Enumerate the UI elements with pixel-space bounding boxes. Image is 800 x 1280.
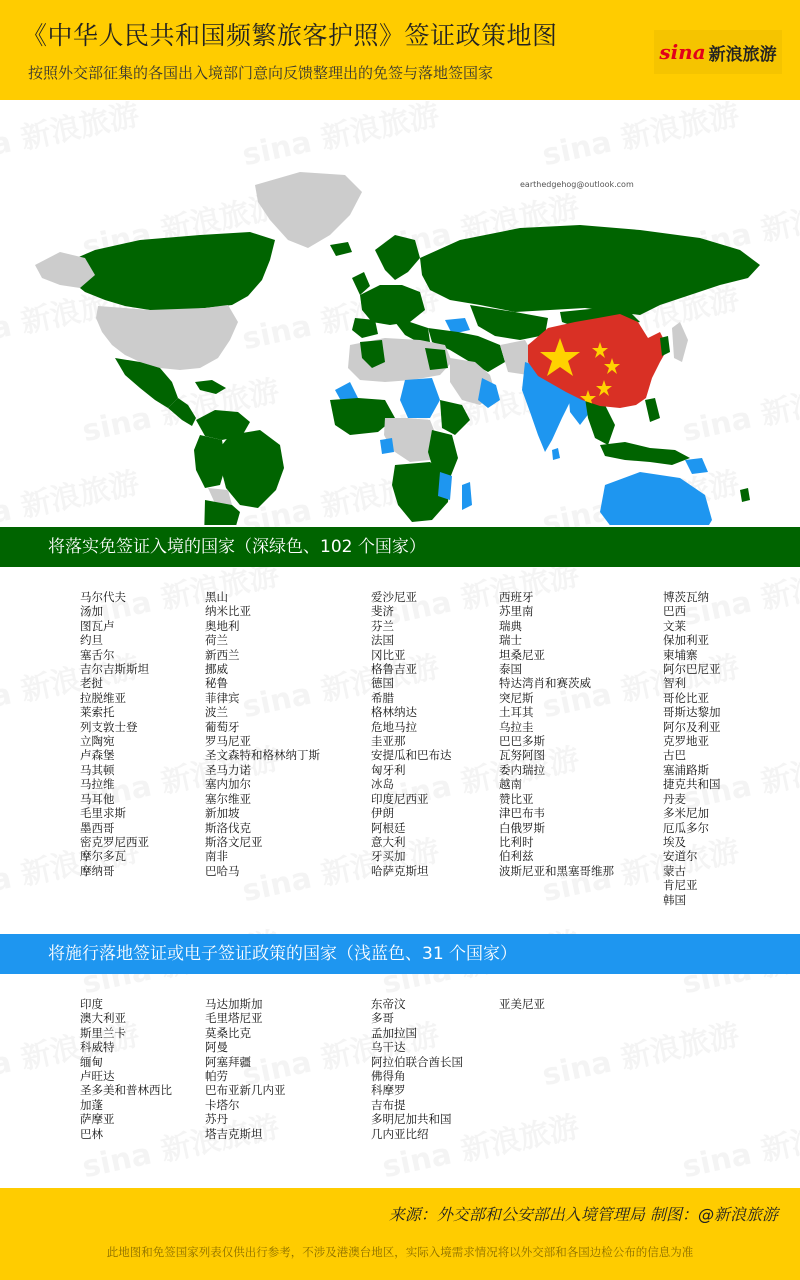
country-name: 葡萄牙 — [205, 719, 240, 734]
country-name: 苏里南 — [499, 604, 534, 619]
sudan-chad — [400, 378, 440, 418]
country-name: 阿尔巴尼亚 — [663, 662, 721, 677]
country-name: 伯利兹 — [499, 849, 534, 864]
watermark-text — [538, 1010, 743, 1095]
country-name: 德国 — [371, 676, 394, 691]
country-name: 安提瓜和巴布达 — [371, 748, 452, 763]
peru-bolivia — [194, 435, 226, 488]
country-name: 几内亚比绍 — [371, 1126, 429, 1141]
country-name: 安道尔 — [663, 849, 698, 864]
greenland — [255, 172, 362, 248]
map-credit: earthedgehog@outlook.com — [520, 180, 634, 189]
country-name: 马达加斯加 — [205, 997, 263, 1011]
country-name: 捷克共和国 — [663, 777, 721, 792]
country-name: 危地马拉 — [371, 719, 417, 734]
country-name: 毛里塔尼亚 — [205, 1011, 263, 1026]
country-name: 牙买加 — [371, 849, 406, 864]
country-name: 乌干达 — [371, 1040, 406, 1055]
country-name: 卢森堡 — [80, 748, 115, 763]
country-name: 汤加 — [80, 604, 103, 619]
country-name: 巴巴多斯 — [499, 734, 545, 749]
country-name: 乌拉圭 — [499, 719, 534, 734]
country-name: 印度尼西亚 — [371, 791, 429, 806]
country-name: 智利 — [663, 676, 686, 691]
country-name: 印度 — [80, 997, 103, 1011]
page-subtitle: 按照外交部征集的各国出入境部门意向反馈整理出的免签与落地签国家 — [28, 64, 494, 82]
indonesia — [600, 442, 690, 465]
world-map — [0, 100, 800, 525]
western-europe — [360, 285, 425, 325]
country-name: 立陶宛 — [80, 734, 115, 749]
country-name: 塔吉克斯坦 — [205, 1126, 263, 1141]
country-name: 波兰 — [205, 705, 228, 720]
country-name: 马其顿 — [80, 762, 115, 777]
sri-lanka — [552, 448, 560, 460]
japan — [672, 322, 688, 362]
pacific-islands — [740, 488, 750, 502]
visa-on-arrival-column-1 — [80, 997, 172, 1141]
page-title: 《中华人民共和国频繁旅客护照》签证政策地图 — [22, 21, 558, 50]
country-name: 拉脱维亚 — [80, 690, 126, 705]
philippines — [645, 398, 660, 422]
country-name: 格林纳达 — [371, 705, 417, 720]
country-name: 苏丹 — [205, 1112, 228, 1127]
country-name: 巴西 — [663, 604, 686, 619]
mozambique — [438, 472, 452, 500]
country-name: 莱索托 — [80, 705, 115, 720]
country-name: 多米尼加 — [663, 806, 709, 821]
country-name: 哈萨克斯坦 — [371, 863, 429, 878]
country-name: 匈牙利 — [371, 762, 406, 777]
country-name: 斯里兰卡 — [80, 1025, 126, 1040]
country-name: 哥伦比亚 — [663, 690, 709, 705]
country-name: 巴哈马 — [205, 863, 240, 878]
papua-new-guinea — [685, 458, 708, 474]
country-name: 秘鲁 — [205, 676, 228, 691]
country-name: 马拉维 — [80, 777, 115, 792]
country-name: 列支敦士登 — [80, 719, 138, 734]
country-name: 毛里求斯 — [80, 806, 126, 821]
country-name: 阿塞拜疆 — [205, 1054, 251, 1069]
iberia — [352, 318, 378, 338]
visa-on-arrival-heading: 将施行落地签证或电子签证政策的国家（浅蓝色、31 个国家） — [0, 934, 800, 974]
country-name: 吉布提 — [371, 1097, 406, 1112]
country-name: 古巴 — [663, 748, 686, 763]
country-name: 科摩罗 — [371, 1083, 406, 1098]
russia — [420, 225, 760, 315]
country-name: 希腊 — [371, 690, 394, 705]
country-name: 比利时 — [499, 834, 534, 849]
disclaimer: 此地图和免签国家列表仅供出行参考，不涉及港澳台地区，实际入境需求情况将以外交部和各国边检公布的信息为准 — [106, 1245, 694, 1259]
country-name: 摩尔多瓦 — [80, 849, 126, 864]
country-name: 哥斯达黎加 — [663, 705, 721, 720]
iceland — [330, 242, 352, 256]
visa-on-arrival-column-2 — [205, 997, 286, 1141]
country-name: 菲律宾 — [205, 690, 240, 705]
visa-free-column-5 — [663, 590, 721, 907]
country-name: 巴布亚新几内亚 — [205, 1083, 286, 1098]
country-name: 肯尼亚 — [663, 878, 698, 893]
country-name: 亚美尼亚 — [499, 997, 545, 1011]
country-name: 瑞士 — [499, 633, 522, 648]
country-name: 澳大利亚 — [80, 1011, 126, 1026]
visa-free-column-3 — [371, 590, 452, 878]
country-name: 挪威 — [205, 662, 228, 677]
country-name: 特达湾肖和赛茨威 — [499, 676, 591, 691]
country-name: 巴林 — [80, 1126, 103, 1141]
country-name: 阿拉伯联合酋长国 — [371, 1054, 463, 1069]
country-name: 南非 — [205, 849, 228, 864]
country-name: 荷兰 — [205, 633, 228, 648]
country-name: 蒙古 — [663, 863, 686, 878]
country-name: 斯洛伐克 — [205, 820, 251, 835]
country-name: 文莱 — [663, 618, 686, 633]
country-name: 纳米比亚 — [205, 604, 251, 619]
country-name: 科威特 — [80, 1040, 115, 1055]
country-name: 韩国 — [663, 892, 686, 907]
country-name: 西班牙 — [499, 590, 534, 604]
caribbean — [195, 380, 226, 394]
country-name: 土耳其 — [499, 705, 534, 720]
country-name: 墨西哥 — [80, 820, 115, 835]
country-name: 孟加拉国 — [371, 1025, 417, 1040]
country-name: 圣马力诺 — [205, 762, 251, 777]
horn-of-africa — [440, 400, 470, 435]
country-name: 约旦 — [80, 633, 103, 648]
country-name: 新加坡 — [205, 806, 240, 821]
country-name: 卡塔尔 — [205, 1097, 240, 1112]
australia — [600, 472, 712, 525]
country-name: 图瓦卢 — [80, 618, 115, 633]
country-name: 埃及 — [663, 834, 686, 849]
country-name: 密克罗尼西亚 — [80, 834, 149, 849]
country-name: 老挝 — [80, 676, 103, 691]
country-name: 阿尔及利亚 — [663, 719, 721, 734]
country-name: 泰国 — [499, 662, 522, 677]
country-name: 多明尼加共和国 — [371, 1112, 452, 1127]
footer-bar — [0, 1188, 800, 1280]
country-name: 博茨瓦纳 — [663, 590, 709, 604]
country-name: 柬埔寨 — [663, 647, 698, 662]
header-bar — [0, 0, 800, 100]
country-name: 圣文森特和格林纳丁斯 — [205, 748, 320, 763]
visa-free-heading: 将落实免签证入境的国家（深绿色、102 个国家） — [0, 527, 800, 567]
country-name: 丹麦 — [663, 791, 686, 806]
country-name: 圭亚那 — [371, 734, 406, 749]
country-name: 芬兰 — [371, 618, 394, 633]
country-name: 法国 — [371, 633, 394, 648]
country-name: 奥地利 — [205, 618, 240, 633]
country-name: 黑山 — [205, 590, 228, 604]
country-name: 赞比亚 — [499, 791, 534, 806]
country-name: 摩纳哥 — [80, 863, 115, 878]
country-name: 缅甸 — [80, 1054, 103, 1069]
country-name: 坦桑尼亚 — [499, 647, 545, 662]
country-name: 多哥 — [371, 1011, 394, 1026]
country-name: 克罗地亚 — [663, 734, 709, 749]
source-credit: 来源：外交部和公安部出入境管理局 制图：@新浪旅游 — [388, 1205, 778, 1224]
country-name: 委内瑞拉 — [499, 762, 545, 777]
country-name: 厄瓜多尔 — [663, 820, 709, 835]
country-name: 莫桑比克 — [205, 1025, 251, 1040]
country-name: 斐济 — [371, 604, 394, 619]
country-name: 瑞典 — [499, 618, 522, 633]
country-name: 吉尔吉斯斯坦 — [80, 662, 149, 677]
logo-text: 新浪旅游 — [708, 44, 777, 65]
gabon — [380, 438, 394, 454]
visa-on-arrival-column-3 — [371, 997, 463, 1141]
country-name: 越南 — [499, 777, 522, 792]
argentina-chile — [204, 500, 240, 525]
country-name: 冰岛 — [371, 777, 394, 792]
country-name: 罗马尼亚 — [205, 734, 251, 749]
country-name: 瓦努阿图 — [499, 748, 545, 763]
country-name: 马耳他 — [80, 791, 115, 806]
country-name: 新西兰 — [205, 647, 240, 662]
country-name: 保加利亚 — [663, 633, 709, 648]
country-name: 意大利 — [371, 834, 406, 849]
country-name: 卢旺达 — [80, 1069, 115, 1084]
visa-free-column-2 — [205, 590, 320, 878]
country-name: 白俄罗斯 — [499, 820, 545, 835]
madagascar — [462, 482, 472, 510]
visa-on-arrival-column-4 — [499, 997, 545, 1011]
country-name: 佛得角 — [371, 1069, 406, 1084]
country-name: 斯洛文尼亚 — [205, 834, 263, 849]
country-name: 爱沙尼亚 — [371, 590, 417, 604]
scandinavia — [375, 235, 420, 280]
country-name: 津巴布韦 — [499, 806, 545, 821]
country-name: 帕劳 — [205, 1069, 228, 1084]
country-name: 萨摩亚 — [80, 1112, 115, 1127]
visa-free-column-1 — [80, 590, 149, 878]
country-name: 伊朗 — [371, 806, 394, 821]
country-name: 东帝汶 — [371, 997, 406, 1011]
country-name: 冈比亚 — [371, 647, 406, 662]
country-name: 马尔代夫 — [80, 590, 126, 604]
sina-travel-logo — [654, 30, 782, 74]
country-name: 突尼斯 — [499, 690, 534, 705]
visa-free-column-4 — [499, 590, 614, 878]
country-name: 塞浦路斯 — [663, 762, 709, 777]
country-name: 加蓬 — [80, 1097, 103, 1112]
country-name: 格鲁吉亚 — [371, 662, 417, 677]
watermark-text — [678, 1102, 800, 1187]
country-name: 塞舌尔 — [80, 647, 115, 662]
country-name: 阿根廷 — [371, 820, 406, 835]
country-name: 塞尔维亚 — [205, 791, 251, 806]
sina-logo-mark: sina — [659, 40, 706, 64]
country-name: 阿曼 — [205, 1040, 228, 1055]
country-name: 圣多美和普林西比 — [80, 1083, 172, 1098]
country-name: 塞内加尔 — [205, 777, 251, 792]
country-name: 波斯尼亚和黑塞哥维那 — [499, 863, 614, 878]
